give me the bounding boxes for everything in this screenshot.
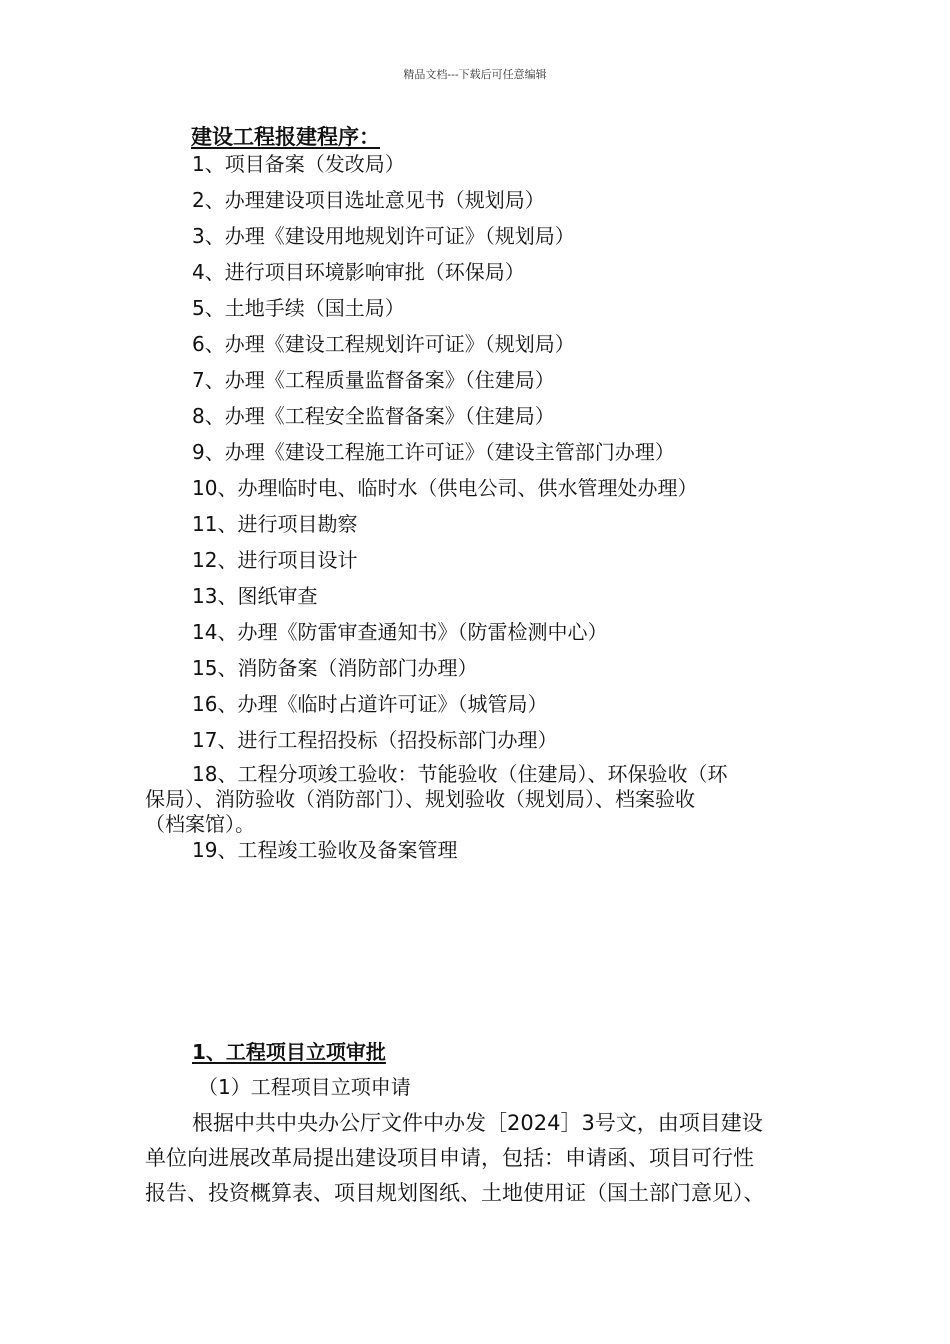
step-item-12: 12、进行项目设计 (192, 548, 358, 572)
body-paragraph (0, 1106, 950, 1211)
step-item-7: 7、办理《工程质量监督备案》（住建局） (192, 368, 555, 392)
paragraph-line: 根据中共中央办公厅文件中办发［2024］3号文，由项目建设 (192, 1111, 763, 1135)
step-item-17: 17、进行工程招投标（招投标部门办理） (192, 728, 558, 752)
step-item-11: 11、进行项目勘察 (192, 512, 358, 536)
step-item-19: 19、工程竣工验收及备案管理 (192, 838, 458, 862)
step-item-13: 13、图纸审查 (192, 584, 318, 608)
step-item-6: 6、办理《建设工程规划许可证》（规划局） (192, 332, 575, 356)
step-item-3: 3、办理《建设用地规划许可证》（规划局） (192, 224, 575, 248)
step-item-18 (0, 762, 950, 837)
step-item-8: 8、办理《工程安全监督备案》（住建局） (192, 404, 555, 428)
step-item-2: 2、办理建设项目选址意见书（规划局） (192, 188, 545, 212)
step-18-line: （档案馆）。 (145, 812, 255, 836)
step-item-1: 1、项目备案（发改局） (192, 152, 405, 176)
step-item-10: 10、办理临时电、临时水（供电公司、供水管理处办理） (192, 476, 698, 500)
document-title: 建设工程报建程序： (191, 125, 380, 149)
step-item-9: 9、办理《建设工程施工许可证》（建设主管部门办理） (192, 440, 675, 464)
page-header-note: 精品文档---下载后可任意编辑 (403, 68, 547, 81)
step-item-4: 4、进行项目环境影响审批（环保局） (192, 260, 525, 284)
step-18-line: 保局）、消防验收（消防部门）、规划验收（规划局）、档案验收 (145, 787, 695, 811)
procedure-steps-list (0, 146, 950, 758)
step-item-16: 16、办理《临时占道许可证》（城管局） (192, 692, 548, 716)
step-18-line: 18、工程分项竣工验收：节能验收（住建局）、环保验收（环 (192, 762, 728, 786)
paragraph-line: 报告、投资概算表、项目规划图纸、土地使用证（国土部门意见）、 (145, 1181, 765, 1205)
subsection-heading: （1）工程项目立项申请 (198, 1075, 411, 1099)
step-item-5: 5、土地手续（国土局） (192, 296, 405, 320)
step-item-15: 15、消防备案（消防部门办理） (192, 656, 478, 680)
section-heading: 1、工程项目立项审批 (192, 1040, 386, 1064)
paragraph-line: 单位向进展改革局提出建设项目申请，包括：申请函、项目可行性 (145, 1146, 754, 1170)
step-item-14: 14、办理《防雷审查通知书》（防雷检测中心） (192, 620, 608, 644)
